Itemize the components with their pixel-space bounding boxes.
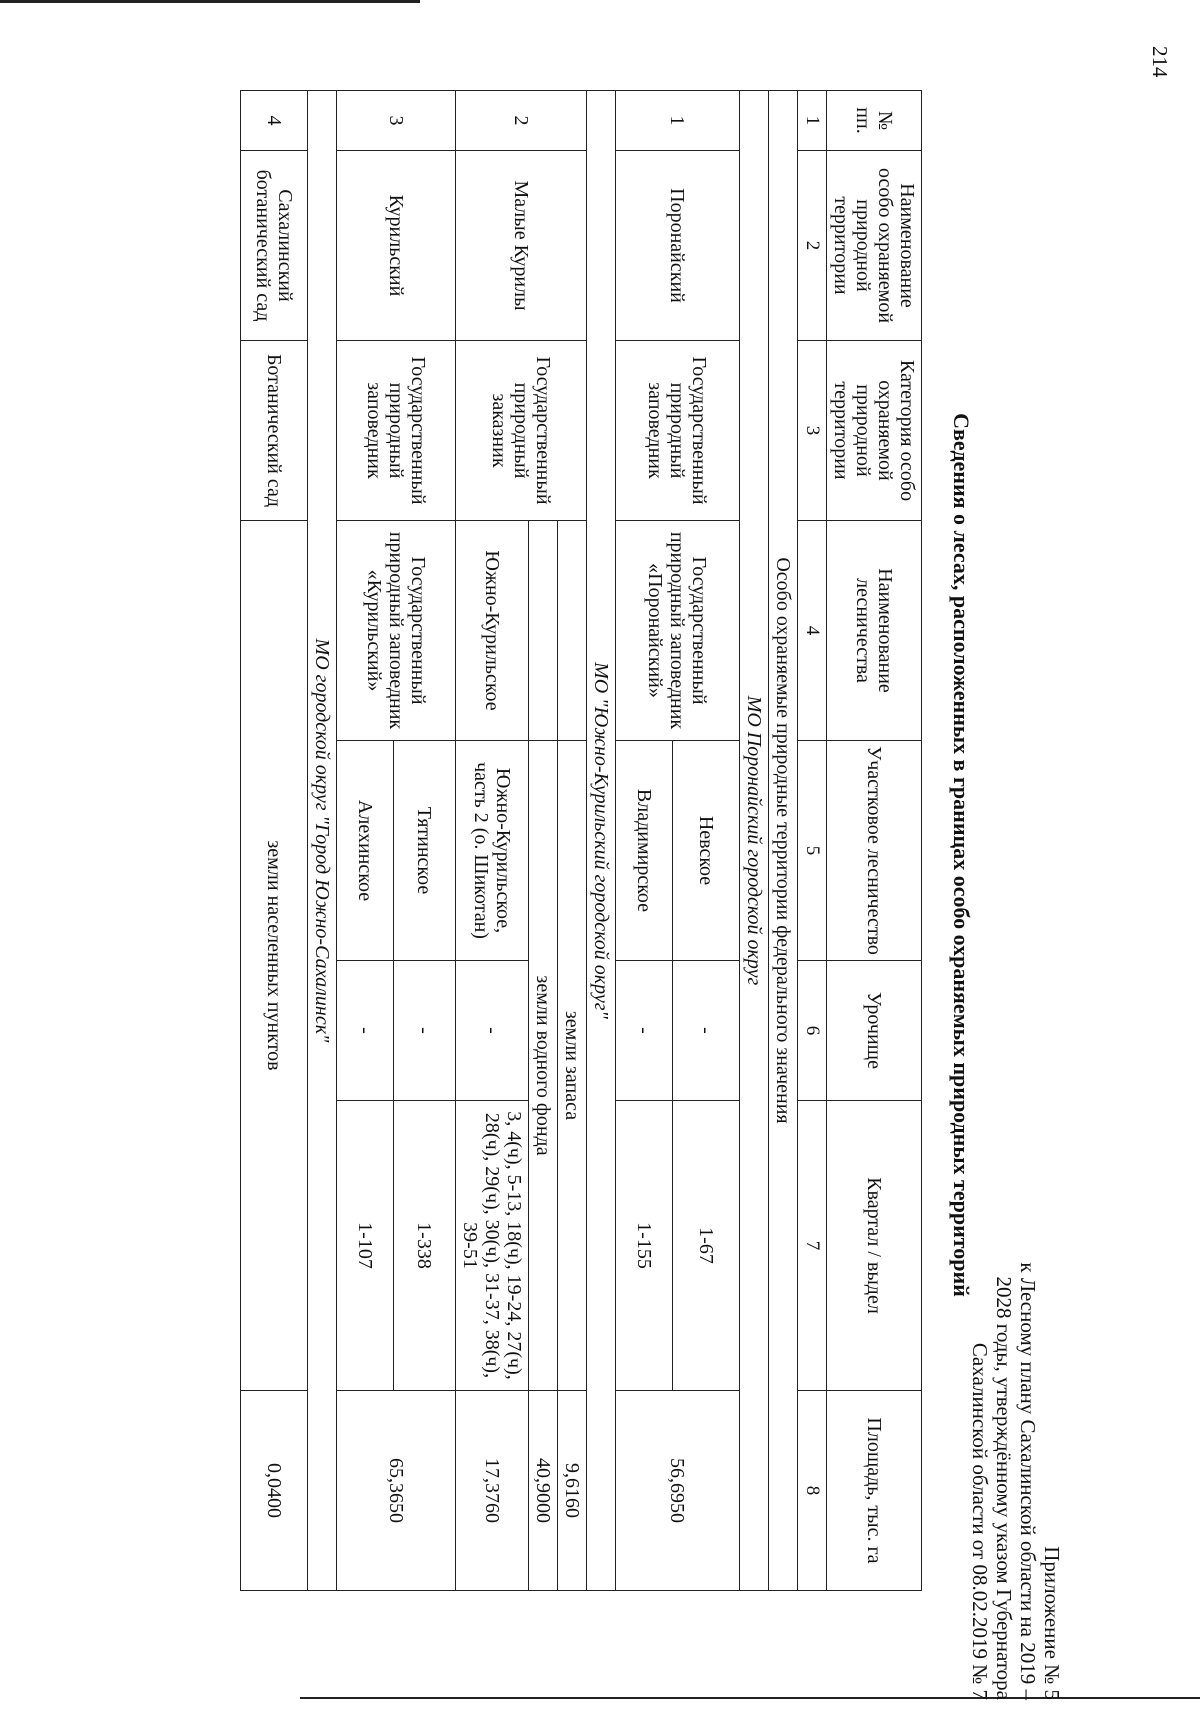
protected-areas-table bbox=[240, 90, 922, 1591]
row1-category: Государственный природный заповедник bbox=[616, 341, 740, 521]
municipality-row bbox=[308, 91, 337, 1591]
row3-num: 3 bbox=[337, 91, 456, 151]
row3-subforestry-1: Тятинское bbox=[394, 741, 456, 961]
row3-forestry: Государственный природный заповедник «Курильский» bbox=[337, 521, 456, 741]
header-tract: Урочище bbox=[827, 961, 922, 1101]
row3-block-1: 1-338 bbox=[394, 1101, 456, 1391]
row2-num: 2 bbox=[456, 91, 587, 151]
row2-reserve-lands: земли запаса bbox=[558, 741, 587, 1391]
header-subforestry: Участковое лесничество bbox=[827, 741, 922, 961]
header-name: Наименование особо охраняемой природной территории bbox=[827, 151, 922, 341]
row4-num: 4 bbox=[241, 91, 308, 151]
col-number: 3 bbox=[798, 341, 827, 521]
col-number: 6 bbox=[798, 961, 827, 1101]
header-block: Квартал / выдел bbox=[827, 1101, 922, 1391]
row1-tract-2: - bbox=[616, 961, 673, 1101]
row2-forestry: Южно-Курильское bbox=[456, 521, 529, 741]
row1-forestry: Государственный природный заповедник «Поронайский» bbox=[616, 521, 740, 741]
row3-name: Курильский bbox=[337, 151, 456, 341]
row1-block-1: 1-67 bbox=[673, 1101, 740, 1391]
appendix-note bbox=[968, 600, 1064, 1700]
table-row bbox=[241, 91, 308, 1591]
row1-num: 1 bbox=[616, 91, 740, 151]
row3-tract-2: - bbox=[337, 961, 394, 1101]
column-number-row bbox=[798, 91, 827, 1591]
municipality-row bbox=[740, 91, 769, 1591]
row3-block-2: 1-107 bbox=[337, 1101, 394, 1391]
table-row bbox=[394, 91, 456, 1591]
table-row bbox=[558, 91, 587, 1591]
row2-water-area: 40,9000 bbox=[529, 1391, 558, 1591]
row4-area: 0,0400 bbox=[241, 1391, 308, 1591]
municipality-row bbox=[587, 91, 616, 1591]
row4-name: Сахалинский ботанический сад bbox=[241, 151, 308, 341]
row1-area: 56,6950 bbox=[616, 1391, 740, 1591]
appendix-line-3: 2028 годы, утверждённому указом Губернатора bbox=[992, 1276, 1016, 1700]
appendix-line-2: к Лесному плану Сахалинской области на 2019 – bbox=[1016, 1262, 1040, 1700]
row2-reserve-area: 9,6160 bbox=[558, 1391, 587, 1591]
row2-name: Малые Курилы bbox=[456, 151, 587, 341]
section-row bbox=[769, 91, 798, 1591]
header-forestry: Наименование лесничества bbox=[827, 521, 922, 741]
row2-tract: - bbox=[456, 961, 529, 1101]
row3-area: 65,3650 bbox=[337, 1391, 456, 1591]
row3-tract-1: - bbox=[394, 961, 456, 1101]
municipality-yuzhno-kurilsk: МО "Южно-Курильский городской округ" bbox=[587, 91, 616, 1591]
row3-category: Государственный природный заповедник bbox=[337, 341, 456, 521]
col-number: 5 bbox=[798, 741, 827, 961]
row1-subforestry-1: Невское bbox=[673, 741, 740, 961]
scan-edge-top bbox=[0, 0, 420, 3]
row2-block: 3, 4(ч), 5-13, 18(ч), 19-24, 27(ч), 28(ч), 29(ч), 30(ч), 31-37, 38(ч), 39-51 bbox=[456, 1101, 529, 1391]
col-number: 8 bbox=[798, 1391, 827, 1591]
header-num: № пп. bbox=[827, 91, 922, 151]
section-federal: Особо охраняемые природные территории федерального значения bbox=[769, 91, 798, 1591]
page-number: 214 bbox=[1148, 46, 1172, 78]
appendix-line-4: Сахалинской области от 08.02.2019 № 7 bbox=[968, 1342, 992, 1700]
header-category: Категория особо охраняемой природной территории bbox=[827, 341, 922, 521]
appendix-line-1: Приложение № 5 bbox=[1040, 1546, 1064, 1700]
header-row bbox=[827, 91, 922, 1591]
municipality-yuzhno-sakhalinsk: МО городской округ "Город Южно-Сахалинск" bbox=[308, 91, 337, 1591]
col-number: 1 bbox=[798, 91, 827, 151]
row1-tract-1: - bbox=[673, 961, 740, 1101]
row2-category: Государственный природный заказник bbox=[456, 341, 587, 521]
rotated-page bbox=[34, 10, 1134, 1700]
row2-water-lands: земли водного фонда bbox=[529, 741, 558, 1391]
col-number: 7 bbox=[798, 1101, 827, 1391]
municipality-poronaysk: МО Поронайский городской округ bbox=[740, 91, 769, 1591]
row3-subforestry-2: Алехинское bbox=[337, 741, 394, 961]
table-row bbox=[673, 91, 740, 1591]
row1-subforestry-2: Владимирское bbox=[616, 741, 673, 961]
row2-subforestry: Южно-Курильское, часть 2 (о. Шикотан) bbox=[456, 741, 529, 961]
col-number: 2 bbox=[798, 151, 827, 341]
row4-lands: земли населенных пунктов bbox=[241, 521, 308, 1391]
document-title: Сведения о лесах, расположенных в границах особо охраняемых природных территорий bbox=[949, 413, 974, 1297]
row2-area: 17,3760 bbox=[456, 1391, 529, 1591]
header-area: Площадь, тыс. га bbox=[827, 1391, 922, 1591]
row1-name: Поронайский bbox=[616, 151, 740, 341]
row4-category: Ботанический сад bbox=[241, 341, 308, 521]
row1-block-2: 1-155 bbox=[616, 1101, 673, 1391]
col-number: 4 bbox=[798, 521, 827, 741]
